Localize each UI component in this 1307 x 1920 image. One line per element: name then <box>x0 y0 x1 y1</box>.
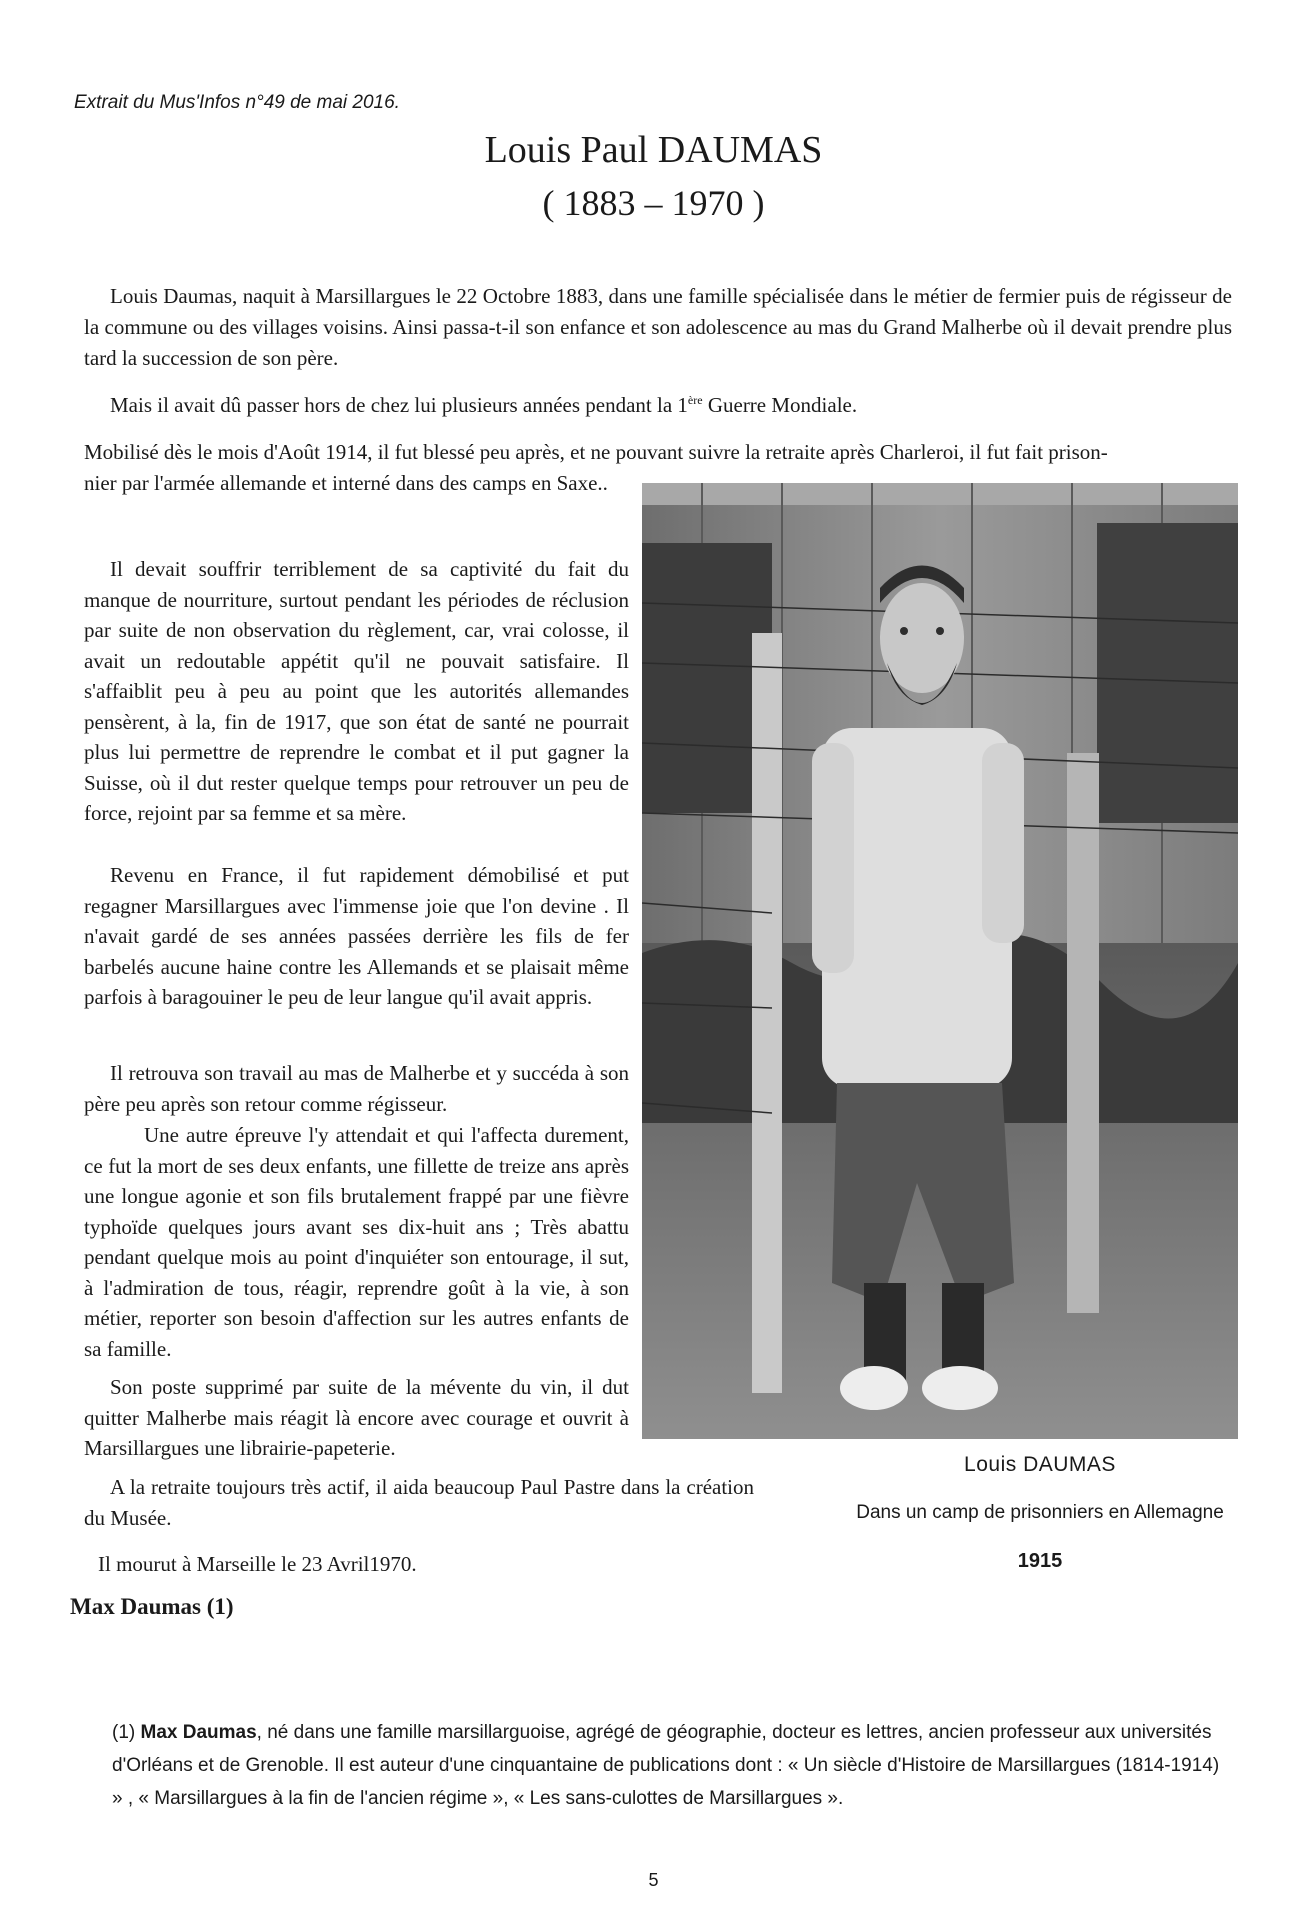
life-dates: ( 1883 – 1970 ) <box>542 183 765 223</box>
footnote-name: Max Daumas <box>140 1722 257 1743</box>
ordinal-superscript: ère <box>687 393 703 407</box>
footnote-marker: (1) <box>112 1722 141 1743</box>
author-signature: Max Daumas (1) <box>70 1594 234 1619</box>
mobilisation-rest: nier par l'armée allemande et interné dans des camps en Saxe.. <box>84 471 608 495</box>
malherbe-paragraph: Il retrouva son travail au mas de Malherbe et y succéda à son père peu après son retour comme régisseur. <box>84 1061 629 1116</box>
bookshop-paragraph: Son poste supprimé par suite de la mévente du vin, il dut quitter Malherbe mais réagit là encore avec courage et ouvrit à Marsillargues une librairie-papeterie. <box>84 1375 629 1460</box>
death-paragraph: Il mourut à Marseille le 23 Avril1970. <box>98 1552 417 1576</box>
intro-paragraph: Louis Daumas, naquit à Marsillargues le 22 Octobre 1883, dans une famille spécialisée dans le métier de fermier puis de régisseur de la commune ou des villages voisins. Ainsi passa-t-il son enfance et son adolescence au mas du Grand Malherbe où il devait prendre plus tard la succession de son père. <box>84 284 1232 370</box>
war-paragraph <box>84 390 1232 421</box>
photo-caption-description: Dans un camp de prisonniers en Allemagne <box>856 1502 1224 1523</box>
photo-caption-year: 1915 <box>1017 1550 1063 1572</box>
war-text-end: Guerre Mondiale. <box>702 393 858 417</box>
page-title: Louis Paul DAUMAS <box>484 129 823 171</box>
return-paragraph: Revenu en France, il fut rapidement démobilisé et put regagner Marsillargues avec l'immense joie que l'on devine . Il n'avait gardé de ses années passées derrière les fils de fer barbelés aucune haine contre les Allemands et se plaisait même parfois à baragouiner le peu de leur langue qu'il avait appris. <box>84 863 629 1009</box>
page-number: 5 <box>648 1870 659 1890</box>
source-line: Extrait du Mus'Infos n°49 de mai 2016. <box>74 92 400 113</box>
portrait-photo <box>642 483 1238 1439</box>
loss-paragraph: Une autre épreuve l'y attendait et qui l'affecta durement, ce fut la mort de ses deux enfants, une fillette de treize ans après une longue agonie et son fils brutalement frappé par une fièvre typhoïde quelques jours avant ses dix-huit ans ; Très abattu pendant quelque mois au point d'inquiéter son entourage, il sut, à l'admiration de tous, réagir, reprendre goût à la vie, à son métier, reporter son besoin d'affection sur les autres enfants de sa famille. <box>84 1123 629 1361</box>
war-text: Mais il avait dû passer hors de chez lui plusieurs années pendant la 1 <box>110 393 688 417</box>
retirement-paragraph: A la retraite toujours très actif, il aida beaucoup Paul Pastre dans la création du Musée. <box>84 1475 754 1530</box>
footnote-text: , né dans une famille marsillarguoise, agrégé de géographie, docteur es lettres, ancien professeur aux universités d'Orléans et de Grenoble. Il est auteur d'une cinquantaine de publications dont : « Un siècle d'Histoire de Marsillargues (1814-1914) » , « Marsillargues à la fin de l'ancien régime », « Les sans-culottes de Marsillargues ». <box>112 1722 1220 1809</box>
photo-caption-name: Louis DAUMAS <box>964 1453 1116 1476</box>
captivity-paragraph: Il devait souffrir terriblement de sa captivité du fait du manque de nourriture, surtout pendant les périodes de réclusion par suite de non observation du règlement, car, vrai colosse, il avait un redoutable appétit qu'il ne pouvait satisfaire. Il s'affaiblit peu à peu au point que les autorités allemandes pensèrent, à la, fin de 1917, que son état de santé ne pourrait plus lui permettre de reprendre le combat et il put gagner la Suisse, où il dut rester quelque temps pour retrouver un peu de force, rejoint par sa femme et sa mère. <box>84 557 629 825</box>
footnote <box>112 1716 1222 1815</box>
mobilisation-line: Mobilisé dès le mois d'Août 1914, il fut blessé peu après, et ne pouvant suivre la retraite après Charleroi, il fut fait prison- <box>84 440 1108 464</box>
